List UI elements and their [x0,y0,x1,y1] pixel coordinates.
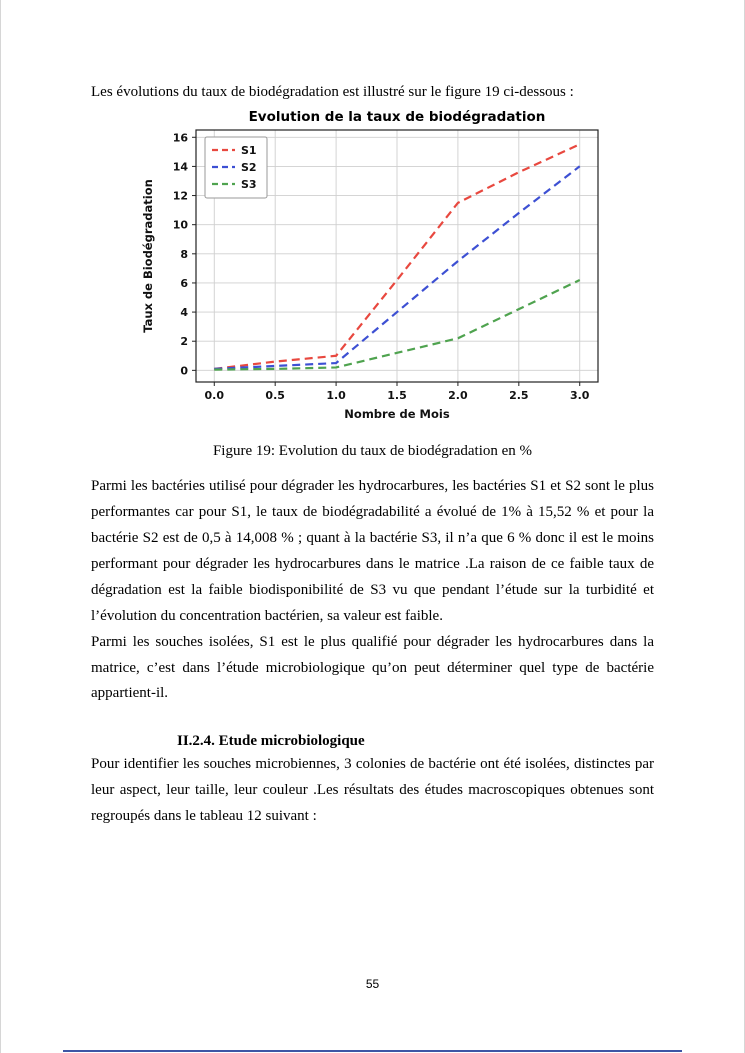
paragraph-conclusion: Parmi les souches isolées, S1 est le plus qualifié pour dégrader les hydrocarbures dans la matrice, c’est dans l’étude microbiologique qu’on peut déterminer quel type de bactérie appartient-il. [91,633,654,702]
svg-text:2.5: 2.5 [508,388,529,402]
intro-paragraph: Les évolutions du taux de biodégradation est illustré sur le figure 19 ci-dessous : [91,84,574,100]
svg-text:Taux de Biodégradation: Taux de Biodégradation [140,179,155,333]
paragraph-analysis: Parmi les bactéries utilisé pour dégrader les hydrocarbures, les bactéries S1 et S2 sont le plus performantes car pour S1, le taux de biodégradabilité a évolué de 1% à 15,52 % et pour la bactérie S2 est de 0,5 à 14,008 % ; quant à la bactérie S3, il n’a que 6 % donc il est le moins performant pour dégrader les hydrocarbures dans le matrice .La raison de ce faible taux de dégradation est la faible biodisponibilité de S3 vu que pendant l’étude sur la turbidité et l’évolution du concentration bactérien, sa valeur est faible. [91,477,654,624]
svg-text:0.0: 0.0 [204,388,224,402]
figure-19 [91,106,654,460]
svg-text:S1: S1 [240,143,257,157]
paragraph-microbiologie-intro: Pour identifier les souches microbiennes, 3 colonies de bactérie ont été isolées, distinctes par leur aspect, leur taille, leur couleur .Les résultats des études macroscopiques obtenues sont regroupés dans le tableau 12 suivant : [91,756,654,825]
svg-text:4: 4 [179,306,188,320]
section-heading-etude-microbiologique: II.2.4. Etude microbiologique [177,733,365,750]
svg-text:2: 2 [179,335,188,349]
svg-text:16: 16 [172,131,188,145]
svg-text:Evolution de la taux de biodég: Evolution de la taux de biodégradation [248,108,545,125]
svg-text:6: 6 [179,276,188,290]
svg-text:2.0: 2.0 [447,388,468,402]
footer-rule [63,1050,682,1052]
svg-text:1.0: 1.0 [325,388,346,402]
svg-text:12: 12 [172,189,188,203]
svg-text:3.0: 3.0 [569,388,589,402]
svg-text:14: 14 [172,160,188,174]
svg-text:0.5: 0.5 [264,388,285,402]
svg-text:8: 8 [179,247,188,261]
figure-caption: Figure 19: Evolution du taux de biodégradation en % [212,442,533,459]
svg-text:0: 0 [179,364,188,378]
svg-text:10: 10 [172,218,188,232]
biodegradation-line-chart [138,106,608,428]
svg-text:Nombre de Mois: Nombre de Mois [343,406,450,421]
svg-text:1.5: 1.5 [386,388,407,402]
svg-text:S2: S2 [240,160,257,174]
page-content [1,0,744,830]
page-number: 55 [365,977,380,991]
svg-text:S3: S3 [240,177,257,191]
